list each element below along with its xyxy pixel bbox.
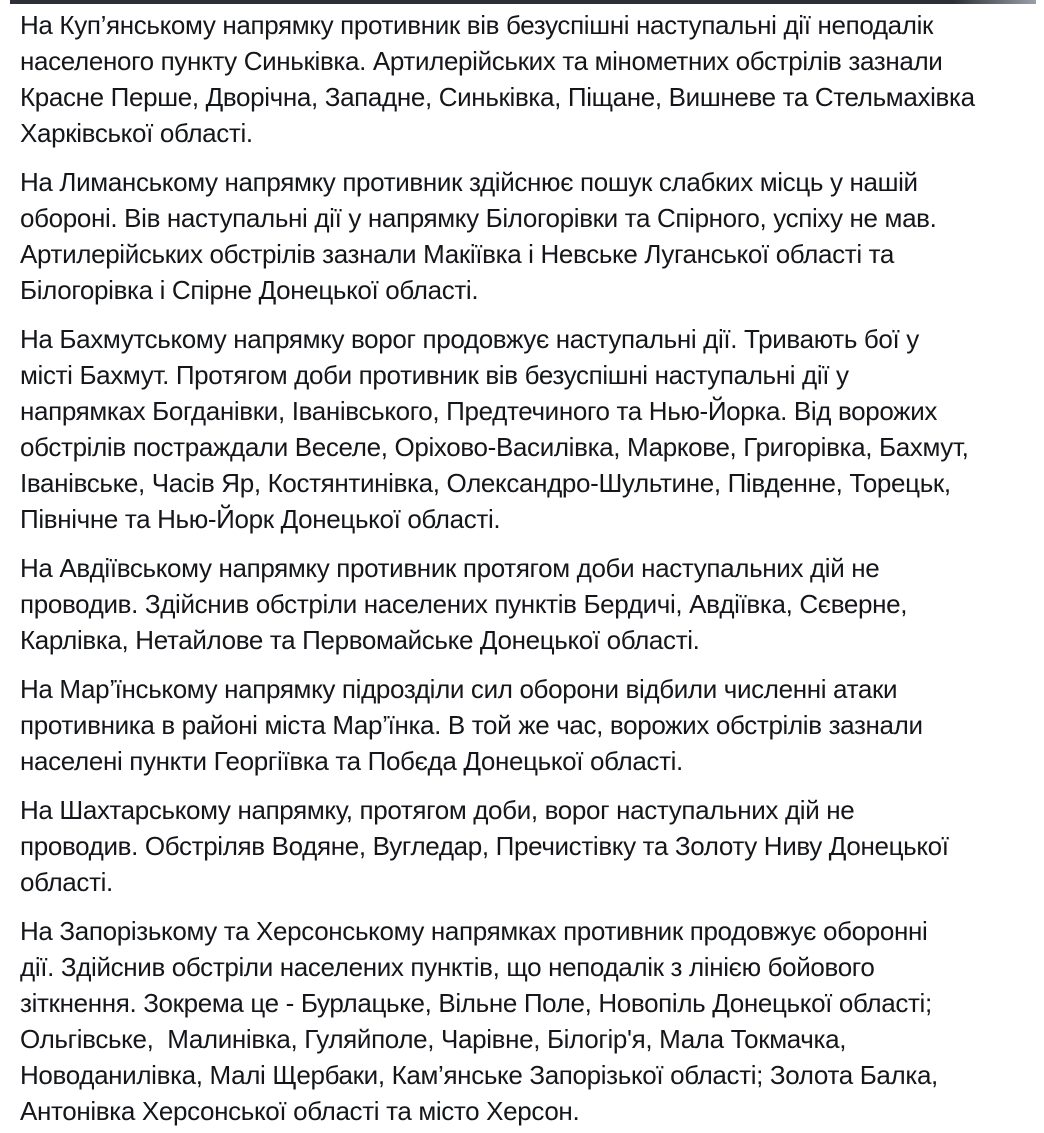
- text-line: Білогорівка і Спірне Донецької області.: [20, 275, 479, 305]
- text-line: противника в районі міста Мар’їнка. В той же час, ворожих обстрілів зазнали: [20, 710, 923, 740]
- text-line: Новоданилівка, Малі Щербаки, Кам’янське Запорізької області; Золота Балка,: [20, 1060, 938, 1090]
- text-line: На Шахтарському напрямку, протягом доби, ворог наступальних дій не: [20, 795, 855, 825]
- text-line: Карлівка, Нетайлове та Первомайське Донецької області.: [20, 625, 700, 655]
- text-line: Красне Перше, Дворічна, Западне, Синьківка, Піщане, Вишневе та Стельмахівка: [20, 82, 975, 112]
- text-line: проводив. Обстріляв Водяне, Вугледар, Пречистівку та Золоту Ниву Донецької: [20, 831, 949, 861]
- text-line: Північне та Нью-Йорк Донецької області.: [20, 504, 501, 534]
- text-line: обстрілів постраждали Веселе, Оріхово-Василівка, Маркове, Григорівка, Бахмут,: [20, 432, 969, 462]
- text-line: напрямках Богданівки, Іванівського, Предтечиного та Нью-Йорка. Від ворожих: [20, 396, 938, 426]
- report-paragraph-shakhtarsk-direction: [20, 792, 1032, 900]
- report-paragraph-avdiivka-direction: [20, 550, 1032, 658]
- text-line: Іванівське, Часів Яр, Костянтинівка, Олександро-Шультине, Південне, Торецьк,: [20, 468, 951, 498]
- report-paragraph-bakhmut-direction: [20, 321, 1032, 537]
- report-paragraph-kupiansk-direction: [20, 7, 1032, 151]
- text-line: Антонівка Херсонської області та місто Херсон.: [20, 1096, 580, 1126]
- text-line: області.: [20, 867, 113, 897]
- text-line: На Запорізькому та Херсонському напрямках противник продовжує оборонні: [20, 916, 928, 946]
- text-line: Харківської області.: [20, 118, 253, 148]
- report-text: [20, 7, 1032, 1133]
- text-line: дії. Здійснив обстріли населених пунктів, що неподалік з лінією бойового: [20, 952, 875, 982]
- text-line: населеного пункту Синьківка. Артилерійських та мінометних обстрілів зазнали: [20, 46, 943, 76]
- report-paragraph-zaporizhzhia-kherson-direction: [20, 913, 1032, 1129]
- text-line: На Лиманському напрямку противник здійснює пошук слабких місць у нашій: [20, 167, 918, 197]
- text-line: місті Бахмут. Протягом доби противник вів безуспішні наступальні дії у: [20, 360, 849, 390]
- text-line: обороні. Вів наступальні дії у напрямку Білогорівки та Спірного, успіху не мав.: [20, 203, 937, 233]
- text-line: проводив. Здійснив обстріли населених пунктів Бердичі, Авдіївка, Сєверне,: [20, 589, 908, 619]
- cropped-content-edge: [10, 0, 1036, 4]
- text-line: На Бахмутському напрямку ворог продовжує наступальні дії. Тривають бої у: [20, 324, 919, 354]
- text-line: На Мар’їнському напрямку підрозділи сил оборони відбили численні атаки: [20, 674, 898, 704]
- report-paragraph-marinka-direction: [20, 671, 1032, 779]
- text-line: зіткнення. Зокрема це - Бурлацьке, Вільне Поле, Новопіль Донецької області;: [20, 988, 932, 1018]
- text-line: Ольгівське, Малинівка, Гуляйполе, Чарівне, Білогір'я, Мала Токмачка,: [20, 1024, 847, 1054]
- text-line: На Авдіївському напрямку противник протягом доби наступальних дій не: [20, 553, 880, 583]
- text-line: населені пункти Георгіївка та Побєда Донецької області.: [20, 746, 683, 776]
- text-line: На Куп’янському напрямку противник вів безуспішні наступальні дії неподалік: [20, 10, 934, 40]
- text-line: Артилерійських обстрілів зазнали Макіївка і Невське Луганської області та: [20, 239, 894, 269]
- report-paragraph-lyman-direction: [20, 164, 1032, 308]
